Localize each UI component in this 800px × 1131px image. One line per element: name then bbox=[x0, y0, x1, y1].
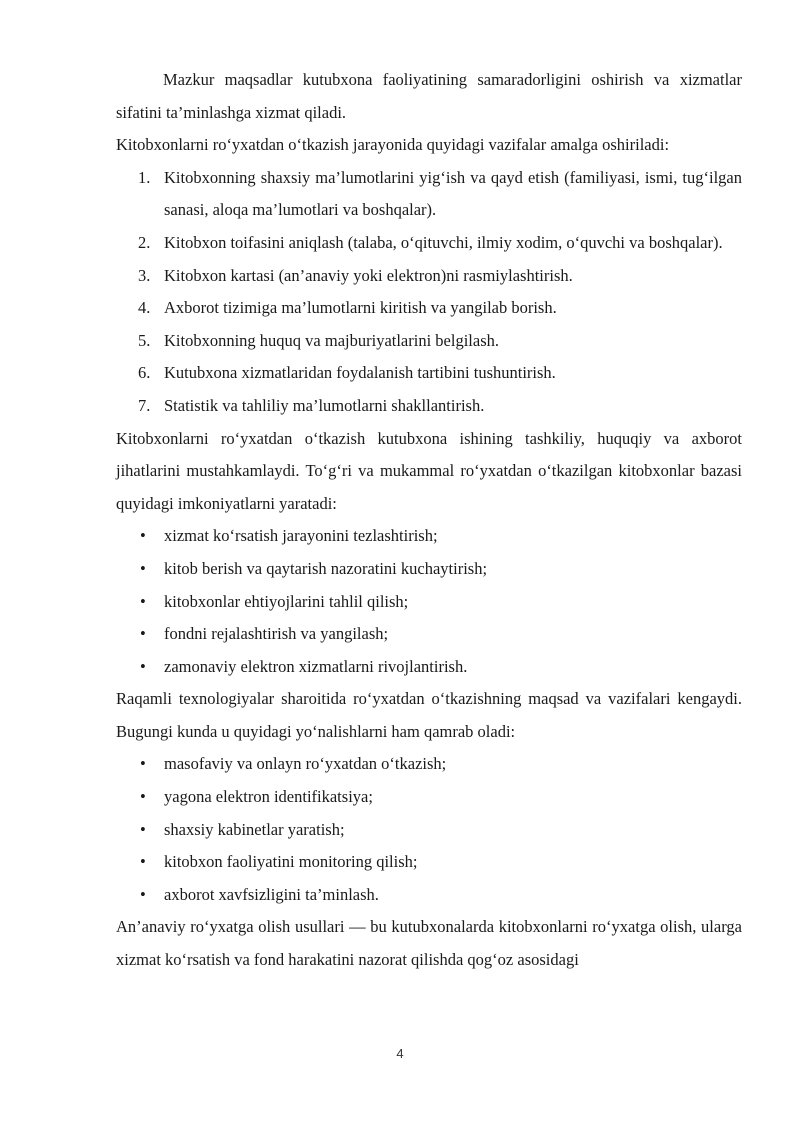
list-item bbox=[116, 814, 742, 847]
page-number: 4 bbox=[396, 1046, 404, 1061]
list-item-text: kitobxonlar ehtiyojlarini tahlil qilish; bbox=[164, 591, 409, 611]
list-item bbox=[116, 357, 742, 390]
paragraph-opportunities-intro: Kitobxonlarni ro‘yxatdan o‘tkazish kutubxona ishining tashkiliy, huquqiy va axborot jihatlarini mustahkamlaydi. To‘g‘ri va mukammal ro‘yxatdan o‘tkazilgan kitobxonlar bazasi quyidagi imkoniyatlarni yaratadi: bbox=[116, 428, 742, 513]
list-item-text: Kitobxonning shaxsiy ma’lumotlarini yig‘ish va qayd etish (familiyasi, ismi, tug‘ilgan sanasi, aloqa ma’lumotlari va boshqalar). bbox=[164, 167, 742, 220]
list-item bbox=[116, 846, 742, 879]
list-item-text: zamonaviy elektron xizmatlarni rivojlantirish. bbox=[164, 656, 468, 676]
list-item-text: Kitobxon kartasi (an’anaviy yoki elektron)ni rasmiylashtirish. bbox=[164, 265, 573, 285]
list-number: 4. bbox=[138, 298, 151, 318]
bullet-icon: • bbox=[140, 754, 146, 774]
list-item-text: shaxsiy kabinetlar yaratish; bbox=[164, 819, 345, 839]
list-item bbox=[116, 781, 742, 814]
bullet-icon: • bbox=[140, 884, 146, 904]
opportunities-bullet-list bbox=[116, 520, 742, 683]
list-item bbox=[116, 748, 742, 781]
list-item bbox=[116, 292, 742, 325]
list-item bbox=[116, 390, 742, 423]
list-item-text: Kitobxon toifasini aniqlash (talaba, o‘qituvchi, ilmiy xodim, o‘quvchi va boshqalar). bbox=[164, 232, 723, 252]
list-item-text: fondni rejalashtirish va yangilash; bbox=[164, 624, 389, 644]
bullet-icon: • bbox=[140, 787, 146, 807]
bullet-icon: • bbox=[140, 558, 146, 578]
list-item-text: Kitobxonning huquq va majburiyatlarini belgilash. bbox=[164, 330, 499, 350]
list-number: 2. bbox=[138, 232, 151, 252]
list-item-text: Kutubxona xizmatlaridan foydalanish tartibini tushuntirish. bbox=[164, 363, 556, 383]
bullet-icon: • bbox=[140, 819, 146, 839]
bullet-icon: • bbox=[140, 526, 146, 546]
list-item-text: kitob berish va qaytarish nazoratini kuchaytirish; bbox=[164, 558, 488, 578]
list-item bbox=[116, 260, 742, 293]
list-item bbox=[116, 325, 742, 358]
bullet-icon: • bbox=[140, 852, 146, 872]
document-page bbox=[116, 64, 742, 977]
list-item bbox=[116, 651, 742, 684]
list-item-text: Axborot tizimiga ma’lumotlarni kiritish va yangilab borish. bbox=[164, 298, 557, 318]
list-item bbox=[116, 618, 742, 651]
paragraph-digital-intro: Raqamli texnologiyalar sharoitida ro‘yxatdan o‘tkazishning maqsad va vazifalari kengaydi. Bugungi kunda u quyidagi yo‘nalishlarni ham qamrab oladi: bbox=[116, 689, 742, 741]
tasks-numbered-list bbox=[116, 162, 742, 423]
list-item-text: xizmat ko‘rsatish jarayonini tezlashtirish; bbox=[164, 526, 438, 546]
list-item-text: yagona elektron identifikatsiya; bbox=[164, 787, 373, 807]
bullet-icon: • bbox=[140, 624, 146, 644]
list-number: 6. bbox=[138, 363, 151, 383]
digital-directions-bullet-list bbox=[116, 748, 742, 911]
list-item-text: Statistik va tahliliy ma’lumotlarni shakllantirish. bbox=[164, 395, 485, 415]
list-item bbox=[116, 586, 742, 619]
bullet-icon: • bbox=[140, 656, 146, 676]
bullet-icon: • bbox=[140, 591, 146, 611]
list-item bbox=[116, 879, 742, 912]
list-item-text: masofaviy va onlayn ro‘yxatdan o‘tkazish; bbox=[164, 754, 447, 774]
list-item bbox=[116, 553, 742, 586]
paragraph-traditional-methods: An’anaviy ro‘yxatga olish usullari — bu kutubxonalarda kitobxonlarni ro‘yxatga olish, ularga xizmat ko‘rsatish va fond harakatini nazorat qilishda qog‘oz asosidagi bbox=[116, 917, 742, 970]
list-item bbox=[116, 227, 742, 260]
paragraph-goals-summary: Mazkur maqsadlar kutubxona faoliyatining samaradorligini oshirish va xizmatlar sifatini ta’minlashga xizmat qiladi. bbox=[116, 70, 742, 122]
list-number: 7. bbox=[138, 395, 151, 415]
list-number: 1. bbox=[138, 167, 151, 187]
list-item bbox=[116, 162, 742, 227]
list-item-text: axborot xavfsizligini ta’minlash. bbox=[164, 884, 379, 904]
list-number: 5. bbox=[138, 330, 151, 350]
list-item bbox=[116, 520, 742, 553]
paragraph-tasks-intro: Kitobxonlarni ro‘yxatdan o‘tkazish jarayonida quyidagi vazifalar amalga oshiriladi: bbox=[116, 135, 670, 155]
list-number: 3. bbox=[138, 265, 151, 285]
list-item-text: kitobxon faoliyatini monitoring qilish; bbox=[164, 852, 418, 872]
